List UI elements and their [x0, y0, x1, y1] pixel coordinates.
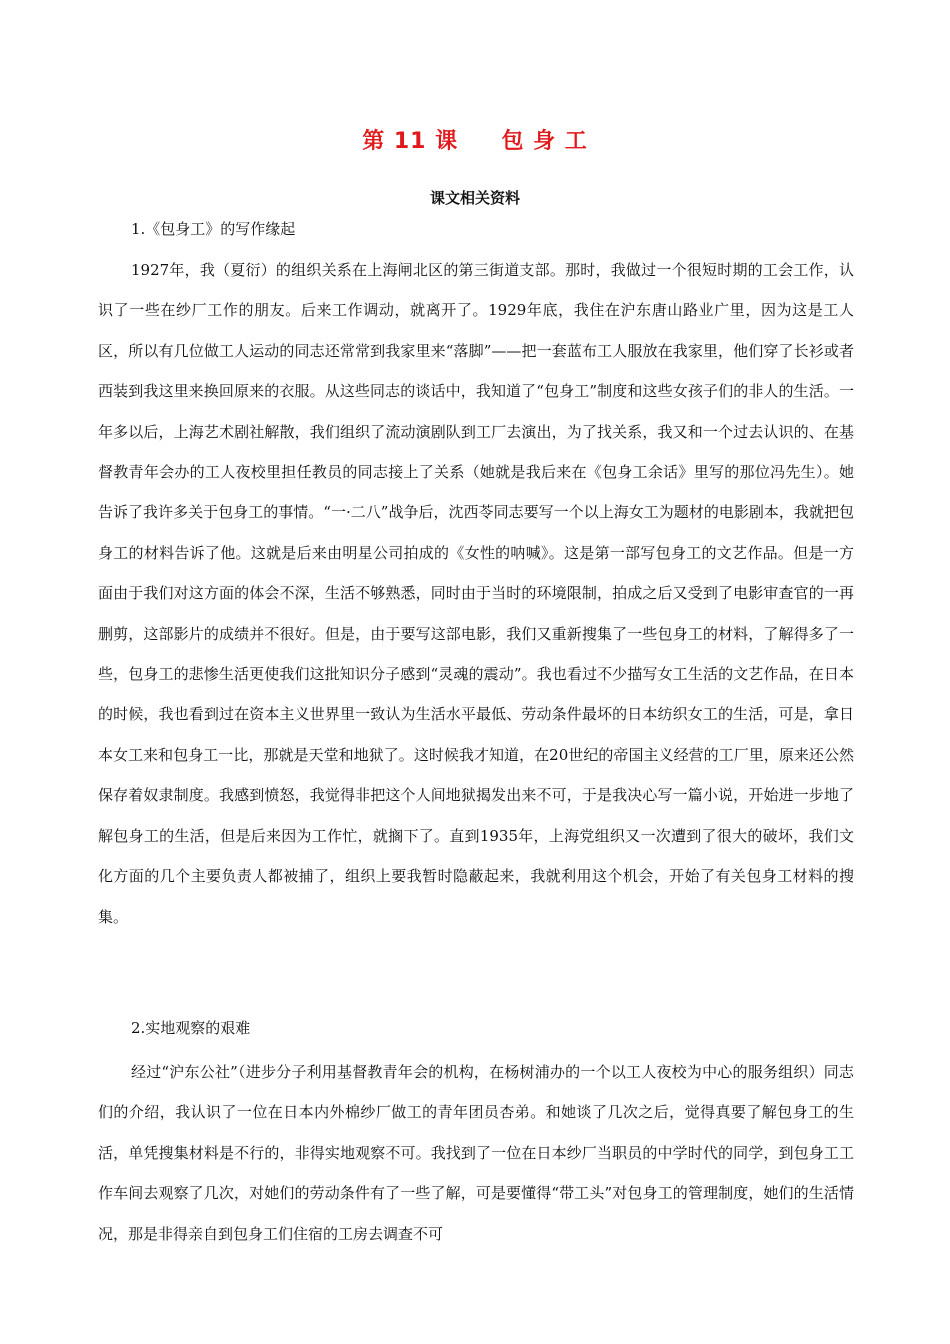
section-heading-1: 1.《包身工》的写作缘起	[131, 220, 296, 238]
section-subtitle: 课文相关资料	[429, 189, 520, 207]
lesson-title: 第 11 课 包 身 工	[362, 129, 588, 154]
paragraph-2: 经过“沪东公社”（进步分子利用基督教青年会的机构，在杨树浦办的一个以工人夜校为中心的服务组织）同志们的介绍，我认识了一位在日本内外棉纱厂做工的青年团员杏弟。和她谈了几次之后，觉得真要了解包身工的生活，单凭搜集材料是不行的，非得实地观察不可。我找到了一位在日本纱厂当职员的中学时代的同学，到包身工工作车间去观察了几次，对她们的劳动条件有了一些了解，可是要懂得“带工头”对包身工的管理制度，她们的生活情况，那是非得亲自到包身工们住宿的工房去调查不可	[98, 1063, 854, 1243]
paragraph-1: 1927年，我（夏衍）的组织关系在上海闸北区的第三街道支部。那时，我做过一个很短时期的工会工作，认识了一些在纱厂工作的朋友。后来工作调动，就离开了。1929年底，我住在沪东唐山路业广里，因为这是工人区，所以有几位做工人运动的同志还常常到我家里来“落脚”——把一套蓝布工人服放在我家里，他们穿了长衫或者西装到我这里来换回原来的衣服。从这些同志的谈话中，我知道了“包身工”制度和这些女孩子们的非人的生活。一年多以后，上海艺术剧社解散，我们组织了流动演剧队到工厂去演出，为了找关系，我又和一个过去认识的、在基督教青年会办的工人夜校里担任教员的同志接上了关系（她就是我后来在《包身工余话》里写的那位冯先生）。她告诉了我许多关于包身工的事情。“一·二八”战争后，沈西苓同志要写一个以上海女工为题材的电影剧本，我就把包身工的材料告诉了他。这就是后来由明星公司拍成的《女性的呐喊》。这是第一部写包身工的文艺作品。但是一方面由于我们对这方面的体会不深，生活不够熟悉，同时由于当时的环境限制，拍成之后又受到了电影审查官的一再删剪，这部影片的成绩并不很好。但是，由于要写这部电影，我们又重新搜集了一些包身工的材料，了解得多了一些，包身工的悲惨生活更使我们这批知识分子感到“灵魂的震动”。我也看过不少描写女工生活的文艺作品，在日本的时候，我也看到过在资本主义世界里一致认为生活水平最低、劳动条件最坏的日本纺织女工的生活，可是，拿日本女工来和包身工一比，那就是天堂和地狱了。这时候我才知道，在20世纪的帝国主义经营的工厂里，原来还公然保存着奴隶制度。我感到愤怒，我觉得非把这个人间地狱揭发出来不可，于是我决心写一篇小说，开始进一步地了解包身工的生活，但是后来因为工作忙，就搁下了。直到1935年，上海党组织又一次遭到了很大的破坏，我们文化方面的几个主要负责人都被捕了，组织上要我暂时隐蔽起来，我就利用这个机会，开始了有关包身工材料的搜集。	[98, 261, 854, 926]
section-heading-2: 2.实地观察的艰难	[131, 1019, 251, 1037]
